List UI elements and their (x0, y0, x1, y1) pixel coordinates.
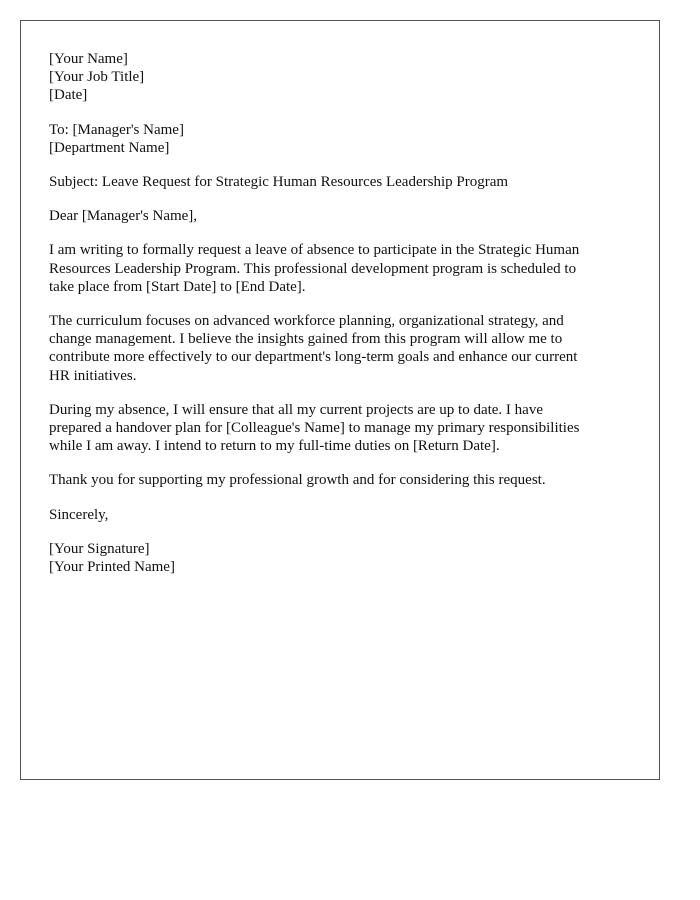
printed-name: [Your Printed Name] (49, 559, 175, 576)
closing (49, 506, 631, 524)
closing-text: Sincerely, (49, 506, 109, 523)
recipient-to-line: To: [Manager's Name] (49, 121, 184, 138)
paragraph-line: change management. I believe the insights gained from this program will allow me to (49, 331, 563, 348)
paragraph-line: The curriculum focuses on advanced workforce planning, organizational strategy, and (49, 313, 564, 330)
salutation (49, 207, 631, 225)
paragraph-line: During my absence, I will ensure that all my current projects are up to date. I have (49, 401, 543, 418)
body-paragraph-2 (49, 312, 631, 385)
recipient-department: [Department Name] (49, 139, 170, 156)
subject-text: Subject: Leave Request for Strategic Human Resources Leadership Program (49, 174, 509, 191)
letter-date: [Date] (49, 87, 88, 104)
paragraph-line: prepared a handover plan for [Colleague's Name] to manage my primary responsibilities (49, 420, 580, 437)
body-paragraph-4 (49, 471, 631, 489)
sender-name: [Your Name] (49, 51, 128, 67)
subject-line (49, 173, 631, 191)
paragraph-line: HR initiatives. (49, 367, 137, 384)
letter-document (20, 20, 660, 780)
signature-block (49, 540, 631, 576)
salutation-text: Dear [Manager's Name], (49, 208, 198, 225)
paragraph-line: Resources Leadership Program. This professional development program is scheduled to (49, 260, 577, 277)
paragraph-line: take place from [Start Date] to [End Date]. (49, 278, 306, 295)
body-paragraph-3 (49, 401, 631, 456)
paragraph-line: I am writing to formally request a leave of absence to participate in the Strategic Human (49, 242, 580, 259)
paragraph-line: contribute more effectively to our department's long-term goals and enhance our current (49, 349, 578, 366)
body-paragraph-1 (49, 241, 631, 296)
recipient-block (49, 121, 631, 157)
sender-block (49, 50, 631, 105)
paragraph-line: while I am away. I intend to return to my full-time duties on [Return Date]. (49, 438, 500, 455)
signature-line: [Your Signature] (49, 540, 150, 557)
sender-job-title: [Your Job Title] (49, 69, 145, 86)
paragraph-line: Thank you for supporting my professional growth and for considering this request. (49, 472, 546, 489)
